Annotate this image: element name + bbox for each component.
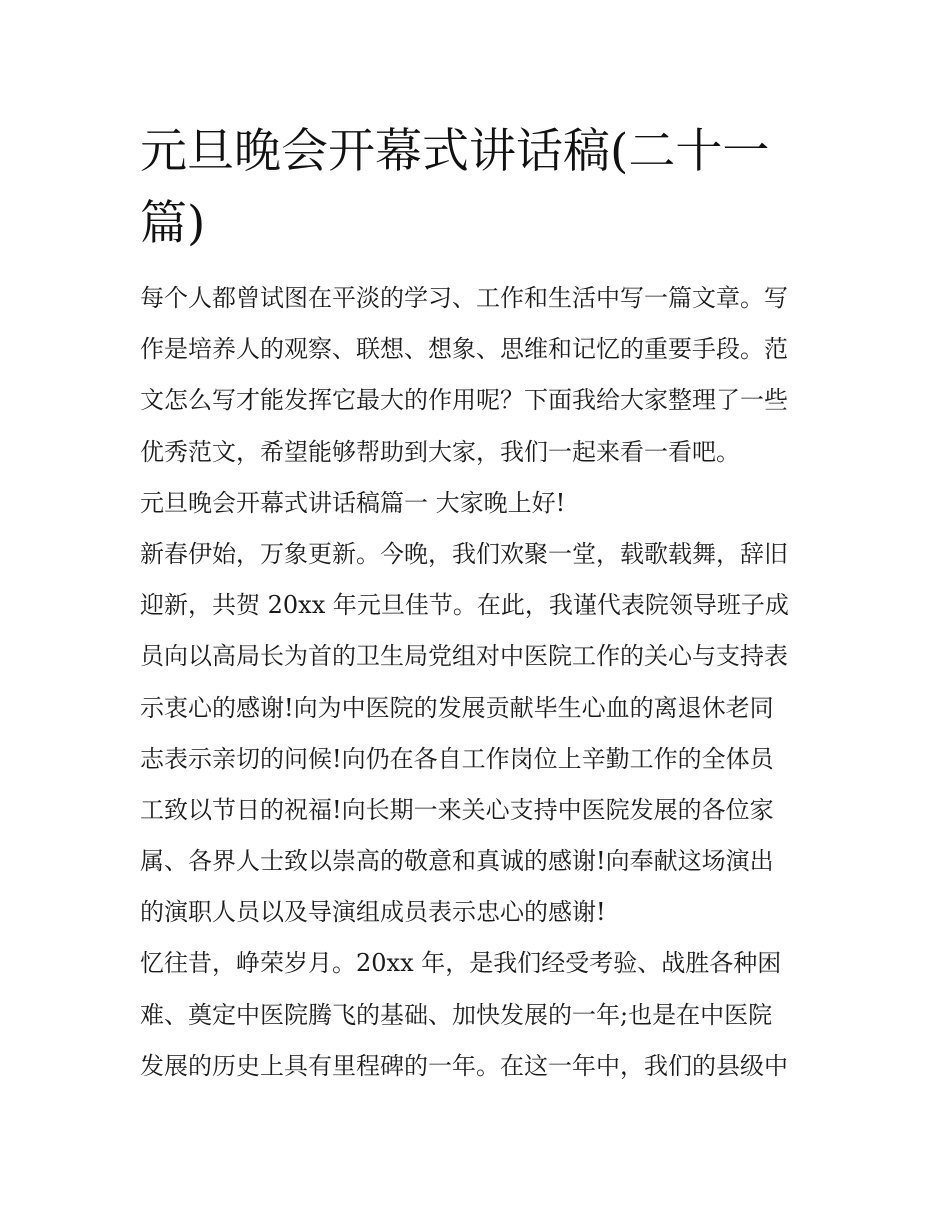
body-line: 作是培养人的观察、联想、想象、思维和记忆的重要手段。范 bbox=[140, 335, 788, 364]
title-line: 元旦晚会开幕式讲话稿(二十一 bbox=[140, 124, 770, 179]
body-line: 元旦晚会开幕式讲话稿篇一 大家晚上好! bbox=[140, 488, 566, 517]
body-line: 每个人都曾试图在平淡的学习、工作和生活中写一篇文章。写 bbox=[140, 284, 788, 312]
body-line: 难、奠定中医院腾飞的基础、加快发展的一年;也是在中医院 bbox=[140, 1000, 773, 1029]
body-line: 员向以高局长为首的卫生局党组对中医院工作的关心与支持表 bbox=[140, 642, 788, 671]
document-title bbox=[140, 116, 820, 260]
document-body bbox=[140, 273, 830, 1092]
body-line: 发展的历史上具有里程碑的一年。在这一年中，我们的县级中 bbox=[140, 1051, 788, 1080]
body-line: 的演职人员以及导演组成员表示忠心的感谢! bbox=[140, 898, 606, 927]
title-line: 篇) bbox=[140, 196, 206, 251]
body-line: 文怎么写才能发挥它最大的作用呢？下面我给大家整理了一些 bbox=[140, 386, 788, 415]
body-line: 新春伊始，万象更新。今晚，我们欢聚一堂，载歌载舞，辞旧 bbox=[140, 539, 788, 568]
body-line: 属、各界人士致以崇高的敬意和真诚的感谢!向奉献这场演出 bbox=[140, 847, 774, 876]
body-line: 优秀范文，希望能够帮助到大家，我们一起来看一看吧。 bbox=[140, 437, 740, 466]
body-line: 迎新，共贺 20xx 年元旦佳节。在此，我谨代表院领导班子成 bbox=[140, 591, 789, 620]
body-line: 工致以节日的祝福!向长期一来关心支持中医院发展的各位家 bbox=[140, 795, 774, 824]
body-line: 示衷心的感谢!向为中医院的发展贡献毕生心血的离退休老同 bbox=[140, 693, 774, 722]
body-line: 志表示亲切的问候!向仍在各自工作岗位上辛勤工作的全体员 bbox=[140, 744, 774, 773]
body-line: 忆往昔，峥荣岁月。20xx 年，是我们经受考验、战胜各种困 bbox=[140, 949, 782, 978]
